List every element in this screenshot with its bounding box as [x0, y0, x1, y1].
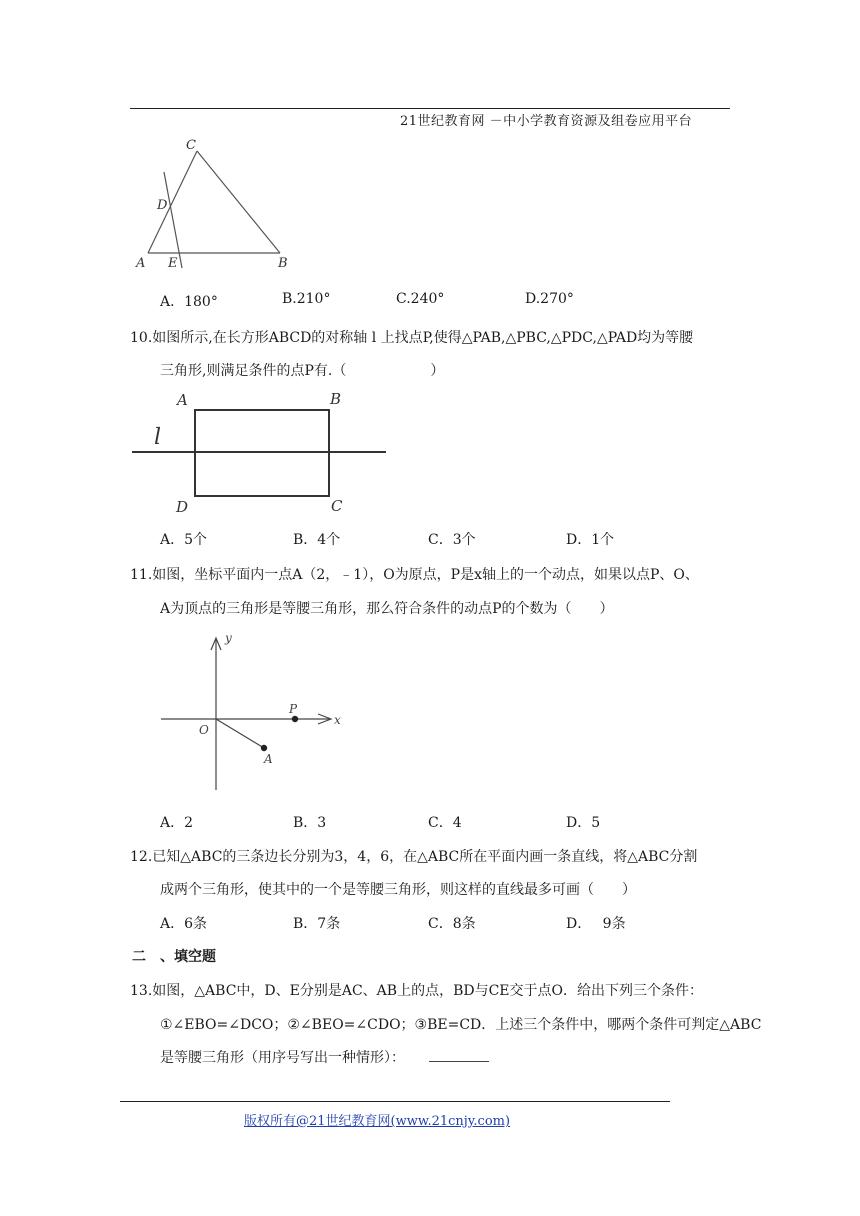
- q9-cut-line: [164, 172, 182, 268]
- q13-line-3: 是等腰三角形（用序号写出一种情形）：: [160, 1050, 405, 1066]
- header-text: 21世纪教育网 －中小学教育资源及组卷应用平台: [400, 114, 693, 129]
- q11-line-2: A为顶点的三角形是等腰三角形，那么符合条件的动点P的个数为（ ）: [160, 601, 614, 617]
- q13-line-3-wrap: [160, 1047, 489, 1067]
- q12-option-d: D． 9条: [566, 916, 626, 932]
- q12-option-a: A．6条: [160, 916, 208, 932]
- q10-label-b: B: [330, 390, 342, 408]
- q13-line-2: ①∠EBO=∠DCO；②∠BEO=∠CDO；③BE=CD．上述三个条件中，哪两个条件可判定△ABC: [160, 1017, 762, 1033]
- q9-label-c: C: [186, 138, 196, 153]
- q11-label-x: x: [334, 713, 341, 727]
- section-2-title: 二 、填空题: [132, 949, 216, 965]
- footer-rule: [120, 1101, 670, 1102]
- q11-segment-oa: [216, 719, 264, 748]
- q10-line-1: 10.如图所示,在长方形ABCD的对称轴 l 上找点P,使得△PAB,△PBC,△PDC,△PAD均为等腰: [130, 330, 694, 346]
- q10-rectangle-figure: [130, 386, 390, 518]
- q9-label-a: A: [136, 256, 146, 271]
- q11-line-1: 11.如图，坐标平面内一点A（2，﹣1），O为原点，P是x轴上的一个动点，如果以点P、O、: [130, 567, 699, 583]
- q12-line-1: 12.已知△ABC的三条边长分别为3，4，6，在△ABC所在平面内画一条直线，将△ABC分割: [130, 849, 698, 865]
- q11-option-c: C．4: [428, 815, 462, 831]
- q10-line-2: 三角形,则满足条件的点P有.（ ）: [160, 363, 445, 379]
- q11-label-p: P: [289, 702, 298, 716]
- q11-label-o: O: [199, 723, 209, 737]
- q10-option-a: A．5个: [160, 532, 208, 548]
- q9-side-bc: [197, 151, 280, 253]
- q11-point-a: [261, 745, 267, 751]
- q9-option-a: A．180°: [160, 294, 218, 310]
- q11-label-y: y: [225, 631, 232, 645]
- q10-label-l: l: [154, 425, 162, 450]
- q9-option-b: B.210°: [282, 291, 331, 307]
- q13-line-1: 13.如图，△ABC中，D、E分别是AC、AB上的点，BD与CE交于点O．给出下列三个条件：: [130, 983, 703, 999]
- q12-line-2: 成两个三角形，使其中的一个是等腰三角形，则这样的直线最多可画（ ）: [160, 882, 636, 898]
- q11-coordinate-figure: [155, 630, 355, 795]
- q10-option-b: B．4个: [293, 532, 341, 548]
- q9-side-ac: [148, 151, 197, 253]
- q12-option-c: C．8条: [428, 916, 476, 932]
- q10-label-c: C: [331, 497, 343, 515]
- q9-label-b: B: [278, 256, 288, 271]
- q11-option-d: D．5: [566, 815, 601, 831]
- q9-label-d: D: [157, 198, 168, 213]
- q10-label-a: A: [177, 391, 188, 409]
- q12-option-b: B．7条: [293, 916, 341, 932]
- q9-triangle-figure: [130, 130, 300, 275]
- q10-option-d: D．1个: [566, 532, 615, 548]
- q11-point-p: [292, 716, 298, 722]
- q9-label-e: E: [168, 256, 178, 271]
- q11-option-b: B．3: [293, 815, 327, 831]
- q10-label-d: D: [176, 498, 189, 516]
- header-rule: [130, 108, 730, 109]
- q13-answer-blank[interactable]: [429, 1047, 489, 1062]
- q10-option-c: C．3个: [428, 532, 476, 548]
- q11-option-a: A．2: [160, 815, 194, 831]
- footer-copyright-link[interactable]: 版权所有@21世纪教育网(www.21cnjy.com): [244, 1114, 511, 1129]
- q11-label-a: A: [264, 752, 273, 766]
- q9-option-d: D.270°: [525, 291, 574, 307]
- q9-option-c: C.240°: [396, 291, 445, 307]
